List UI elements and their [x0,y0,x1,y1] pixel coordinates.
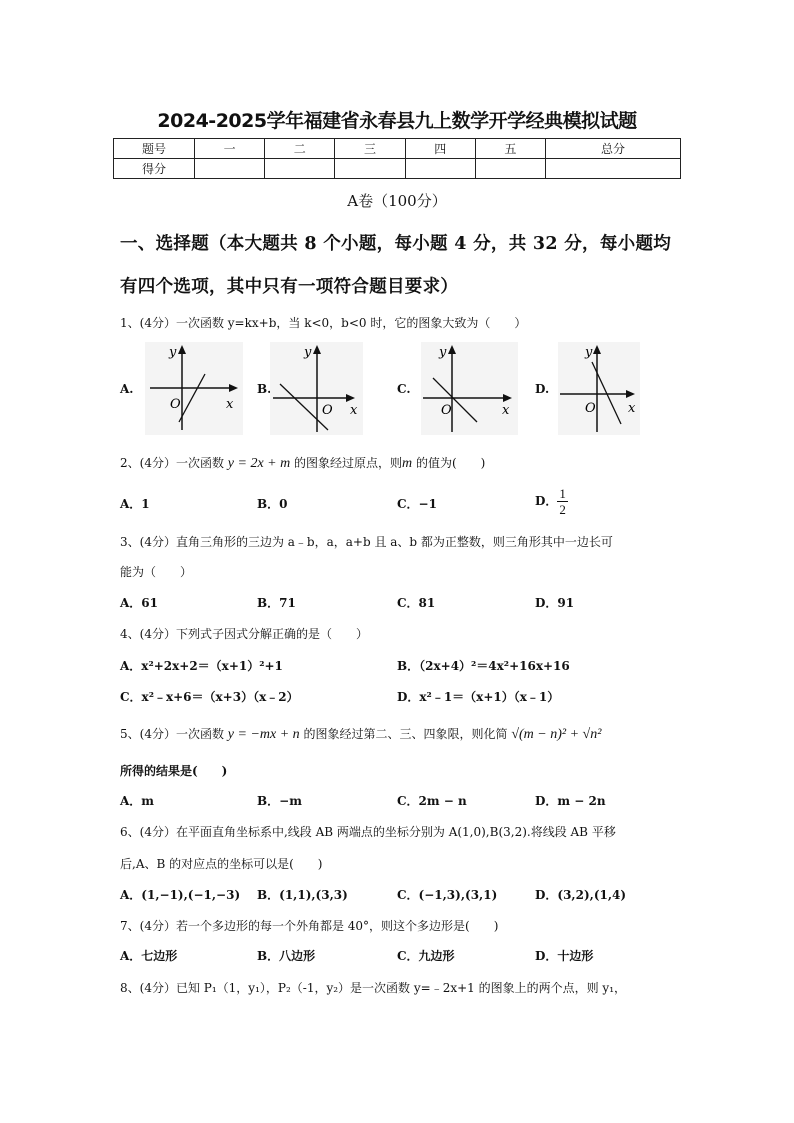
q2-text-post: 的值为( ) [412,456,486,470]
section-heading-line2: 有四个选项，其中只有一项符合题目要求） [120,277,459,297]
q1-option-b: B. [257,382,272,396]
q1-option-d: D. [535,382,550,396]
score-table-header-row [114,139,681,159]
x-axis-label: x [502,403,510,418]
q4-option-a: A．x²+2x+2＝（x+1）²+1 [120,659,283,673]
q2-text-pre: 2、(4分）一次函数 [120,456,228,470]
origin-label: O [441,403,452,418]
score-table-score-row [114,159,681,179]
question-5-line2: 所得的结果是( ) [120,764,228,778]
q2-math-function: y = 2x + m [227,456,291,471]
q4-option-b: B．（2x+4）²＝4x²+16x+16 [397,659,570,673]
q2-math-m: m [402,456,413,471]
header-cell: 三 [335,139,405,159]
origin-label: O [585,401,596,416]
header-cell: 题号 [114,139,195,159]
score-cell [475,159,545,179]
q6-option-c: C．(−1,3),(3,1) [397,888,498,902]
q6-option-d: D．(3,2),(1,4) [535,888,627,902]
y-axis-label: y [439,345,447,360]
y-axis-label: y [304,345,312,360]
q2-option-d-label: D． [535,494,558,508]
score-cell [335,159,405,179]
question-1: 1、(4分）一次函数 y=kx+b，当 k<0，b<0 时，它的图象大致为（ ） [120,316,527,330]
question-8: 8、(4分）已知 P₁（1，y₁），P₂（-1，y₂）是一次函数 y=﹣2x+1 的图象上的两个点，则 y₁， [120,981,627,995]
question-6-line2: 后,A、B 的对应点的坐标可以是( ) [120,857,323,871]
q3-option-b: B．71 [257,596,296,610]
question-3-line2: 能为（ ） [120,565,193,579]
graph-option-b [270,342,363,435]
header-cell: 一 [195,139,265,159]
score-table [113,138,681,179]
function-line [179,374,205,422]
q3-option-a: A．61 [120,596,159,610]
paper-label: A卷（100分） [347,192,447,210]
score-cell [265,159,335,179]
q7-option-b: B．八边形 [257,949,316,963]
question-2 [120,454,485,472]
q2-option-c: C．−1 [397,497,437,511]
y-axis-label: y [585,345,593,360]
graph-option-a [145,342,243,435]
q5-math-function: y = −mx + n [227,727,300,742]
q3-option-c: C．81 [397,596,436,610]
function-line [433,378,477,422]
q5-option-b: B．−m [257,794,302,808]
q4-option-c: C．x²﹣x+6＝（x+3）（x﹣2） [120,690,299,704]
q3-option-d: D．91 [535,596,575,610]
q6-option-a: A．(1,−1),(−1,−3) [120,888,241,902]
graph-option-c [421,342,518,435]
q7-option-c: C．九边形 [397,949,455,963]
y-axis-label: y [169,345,177,360]
function-line [280,384,328,430]
origin-label: O [170,397,181,412]
question-4: 4、(4分）下列式子因式分解正确的是（ ） [120,627,368,641]
x-axis-label: x [350,403,358,418]
score-cell [405,159,475,179]
q5-option-c: C．2m − n [397,794,467,808]
section-heading-line1: 一、选择题（本大题共 8 个小题，每小题 4 分，共 32 分，每小题均 [120,234,672,254]
header-cell: 五 [475,139,545,159]
q7-option-a: A．七边形 [120,949,178,963]
q2-fraction [557,486,568,517]
document-title: 2024-2025学年福建省永春县九上数学开学经典模拟试题 [157,110,637,132]
fraction-denominator: 2 [559,502,566,517]
q2-text-mid: 的图象经过原点，则 [290,456,403,470]
question-3-line1: 3、(4分）直角三角形的三边为 a﹣b，a，a+b 且 a、b 都为正整数，则三角形其中一边长可 [120,535,613,549]
q1-option-c: C. [397,382,411,396]
q5-math-radical: √(m − n)² + √n² [511,727,602,742]
row-label: 得分 [114,159,195,179]
q5-text-pre: 5、(4分）一次函数 [120,727,228,741]
score-cell [546,159,681,179]
score-cell [195,159,265,179]
q5-option-a: A．m [120,794,155,808]
q1-option-a: A. [120,382,134,396]
header-cell: 四 [405,139,475,159]
q2-option-a: A．1 [120,497,150,511]
fraction-numerator: 1 [559,486,566,501]
q5-option-d: D．m − 2n [535,794,606,808]
question-5-line1 [120,725,601,743]
header-cell: 二 [265,139,335,159]
header-cell: 总分 [546,139,681,159]
graph-option-d [558,342,640,435]
q5-text-mid: 的图象经过第二、三、四象限，则化简 [299,727,512,741]
origin-label: O [322,403,333,418]
question-6-line1: 6、(4分）在平面直角坐标系中,线段 AB 两端点的坐标分别为 A(1,0),B(3,2).将线段 AB 平移 [120,825,616,839]
question-7: 7、(4分）若一个多边形的每一个外角都是 40°，则这个多边形是( ) [120,919,499,933]
x-axis-label: x [628,401,636,416]
q2-option-b: B．0 [257,497,288,511]
x-axis-label: x [226,397,234,412]
q6-option-b: B．(1,1),(3,3) [257,888,348,902]
q7-option-d: D．十边形 [535,949,594,963]
q2-option-d [535,486,568,517]
q4-option-d: D．x²﹣1＝（x+1）（x﹣1） [397,690,560,704]
